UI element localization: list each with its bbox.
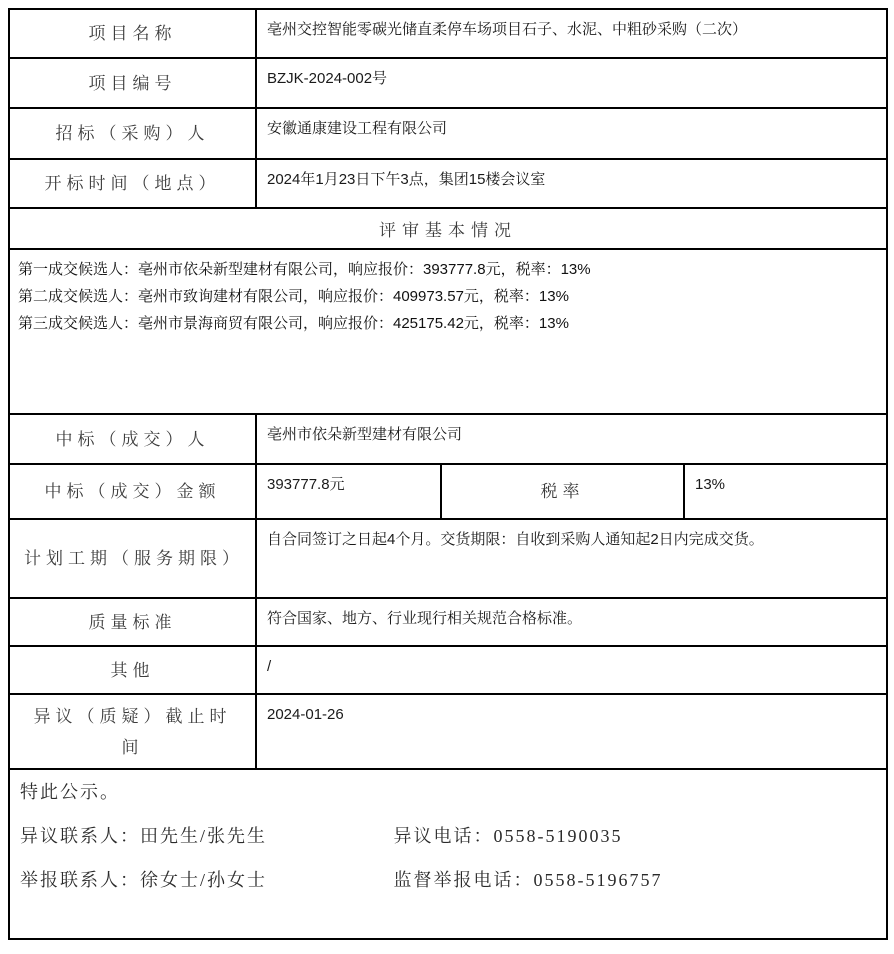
footer-cell — [9, 769, 887, 939]
objection-deadline-value: 2024-01-26 — [256, 694, 887, 769]
project-code-label: 项目编号 — [9, 58, 256, 108]
row-period — [9, 519, 887, 598]
amount-value: 393777.8元 — [256, 464, 441, 519]
report-phone: 监督举报电话：0558-5196757 — [393, 870, 663, 890]
row-objection-deadline — [9, 694, 887, 769]
winner-label: 中标（成交）人 — [9, 414, 256, 464]
winner-value: 亳州市依朵新型建材有限公司 — [256, 414, 887, 464]
review-section-title: 评审基本情况 — [9, 208, 887, 249]
buyer-label: 招标（采购）人 — [9, 108, 256, 159]
other-value: / — [256, 646, 887, 694]
tax-rate-value: 13% — [684, 464, 887, 519]
bid-opening-value: 2024年1月23日下午3点，集团15楼会议室 — [256, 159, 887, 208]
project-name-value: 亳州交控智能零碳光储直柔停车场项目石子、水泥、中粗砂采购（二次） — [256, 9, 887, 58]
notice-statement: 特此公示。 — [20, 782, 120, 802]
row-other — [9, 646, 887, 694]
quality-label: 质量标准 — [9, 598, 256, 646]
objection-contact-line — [20, 822, 876, 850]
row-amount — [9, 464, 887, 519]
project-code-value: BZJK-2024-002号 — [256, 58, 887, 108]
bid-opening-label: 开标时间（地点） — [9, 159, 256, 208]
tax-rate-label: 税率 — [441, 464, 684, 519]
bid-result-table — [8, 8, 888, 940]
objection-contact: 异议联系人：田先生/张先生 — [20, 826, 267, 846]
period-value: 自合同签订之日起4个月。交货期限：自收到采购人通知起2日内完成交货。 — [256, 519, 887, 598]
project-name-label: 项目名称 — [9, 9, 256, 58]
objection-deadline-label: 异议（质疑）截止时间 — [9, 694, 256, 769]
row-project-code — [9, 58, 887, 108]
amount-label: 中标（成交）金额 — [9, 464, 256, 519]
candidates-cell — [9, 249, 887, 414]
report-contact: 举报联系人：徐女士/孙女士 — [20, 870, 267, 890]
report-contact-line — [20, 866, 876, 894]
candidate-2: 第二成交候选人：亳州市致询建材有限公司，响应报价：409973.57元，税率：13% — [18, 288, 569, 305]
notice-page — [0, 8, 894, 954]
row-winner — [9, 414, 887, 464]
row-quality — [9, 598, 887, 646]
buyer-value: 安徽通康建设工程有限公司 — [256, 108, 887, 159]
row-buyer — [9, 108, 887, 159]
other-label: 其他 — [9, 646, 256, 694]
objection-phone: 异议电话：0558-5190035 — [393, 826, 623, 846]
candidate-3: 第三成交候选人：亳州市景海商贸有限公司，响应报价：425175.42元，税率：13% — [18, 315, 569, 332]
candidate-1: 第一成交候选人：亳州市依朵新型建材有限公司，响应报价：393777.8元，税率：13% — [18, 261, 591, 278]
period-label: 计划工期（服务期限） — [9, 519, 256, 598]
quality-value: 符合国家、地方、行业现行相关规范合格标准。 — [256, 598, 887, 646]
row-footer — [9, 769, 887, 939]
row-bid-opening — [9, 159, 887, 208]
row-project-name — [9, 9, 887, 58]
row-candidates — [9, 249, 887, 414]
row-review-header — [9, 208, 887, 249]
